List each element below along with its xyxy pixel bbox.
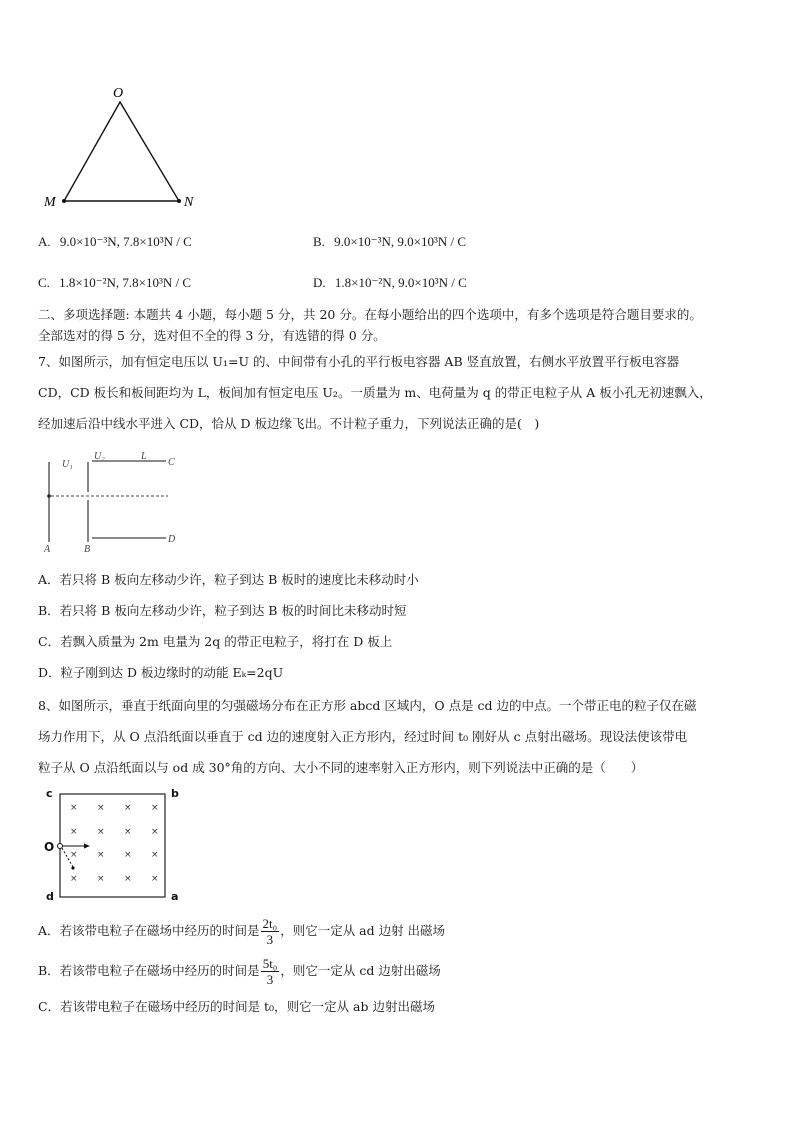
direction-tip <box>71 866 74 869</box>
field-cross: × <box>97 874 105 884</box>
capacitor-figure <box>38 448 188 556</box>
q7-line3: 经加速后沿中线水平进入 CD，恰从 D 板边缘飞出。不计粒子重力，下列说法正确的是( ) <box>38 416 540 431</box>
q7-line2: CD，CD 板长和板间距均为 L，板间加有恒定电压 U₂。一质量为 m、电荷量为 q 的带正电粒子从 A 板小孔无初速飘入， <box>38 385 712 400</box>
option-prefix: A．若该带电粒子在磁场中经历的时间是 <box>38 923 260 938</box>
label-b: b <box>171 787 179 800</box>
q7-option-d: D．粒子刚到达 D 板边缘时的动能 Eₖ=2qU <box>38 665 284 680</box>
option-suffix: ，则它一定从 ad 边射 出磁场 <box>280 923 446 938</box>
label-b: B <box>84 544 91 555</box>
label-c: C <box>168 457 175 468</box>
field-cross: × <box>97 803 105 813</box>
magnetic-field-figure <box>38 784 188 906</box>
field-cross: × <box>97 850 105 860</box>
option-suffix: ，则它一定从 cd 边射出磁场 <box>280 963 441 978</box>
field-cross: × <box>70 874 78 884</box>
q8-option-b <box>38 956 441 987</box>
label-d: d <box>46 890 54 903</box>
q8-option-a <box>38 916 445 947</box>
velocity-arrowhead <box>84 844 90 849</box>
q7-option-c: C．若飘入质量为 2m 电量为 2q 的带正电粒子，将打在 D 板上 <box>38 634 393 649</box>
fraction <box>261 956 280 987</box>
label-a: a <box>171 890 179 903</box>
point-m <box>62 199 66 203</box>
label-l: L <box>141 451 147 462</box>
option-letter: C. <box>38 275 50 290</box>
q6-option-d <box>313 274 467 292</box>
label-a: A <box>44 544 51 555</box>
point-o <box>58 844 63 849</box>
fraction-denominator: 3 <box>266 932 274 947</box>
option-text: 1.8×10⁻²N, 7.8×10³N / C <box>59 275 192 290</box>
field-cross: × <box>124 827 132 837</box>
label-o: O <box>44 840 55 854</box>
q7-option-a: A．若只将 B 板向左移动少许，粒子到达 B 板时的速度比未移动时小 <box>38 572 419 587</box>
fraction <box>261 916 280 947</box>
q8-line1: 8、如图所示，垂直于纸面向里的匀强磁场分布在正方形 abcd 区域内，O 点是 cd 边的中点。一个带正电的粒子仅在磁 <box>38 698 697 713</box>
field-cross: × <box>70 850 78 860</box>
triangle-shape <box>64 102 179 201</box>
fraction-numerator: 5t₀ <box>262 956 278 971</box>
q6-option-a <box>38 233 192 251</box>
field-cross: × <box>124 850 132 860</box>
option-text: 9.0×10⁻³N, 7.8×10³N / C <box>59 234 192 249</box>
q7-option-b: B．若只将 B 板向左移动少许，粒子到达 B 板的时间比未移动时短 <box>38 603 407 618</box>
point-n <box>177 199 181 203</box>
field-cross: × <box>124 803 132 813</box>
label-m: M <box>44 195 56 210</box>
label-n: N <box>184 195 194 210</box>
label-u2: U₂ <box>94 451 105 462</box>
fraction-numerator: 2t₀ <box>262 916 278 931</box>
fraction-denominator: 3 <box>266 972 274 987</box>
field-cross: × <box>151 850 159 860</box>
option-prefix: B．若该带电粒子在磁场中经历的时间是 <box>38 963 260 978</box>
section2-line1: 二、多项选择题: 本题共 4 小题，每小题 5 分，共 20 分。在每小题给出的四个选项中，有多个选项是符合题目要求的。 <box>38 307 702 322</box>
q7-line1: 7、如图所示，加有恒定电压以 U₁=U 的、中间带有小孔的平行板电容器 AB 竖直放置，右侧水平放置平行板电容器 <box>38 354 680 369</box>
section2-line2: 全部选对的得 5 分，选对但不全的得 3 分，有选错的得 0 分。 <box>38 328 386 343</box>
field-cross: × <box>70 803 78 813</box>
field-crosses <box>70 803 159 884</box>
option-letter: B. <box>313 234 325 249</box>
q8-option-c: C．若该带电粒子在磁场中经历的时间是 t₀，则它一定从 ab 边射出磁场 <box>38 999 435 1014</box>
q8-line2: 场力作用下，从 O 点沿纸面以垂直于 cd 边的速度射入正方形内，经过时间 t₀ 刚好从 c 点射出磁场。现设法使该带电 <box>38 729 688 744</box>
field-cross: × <box>151 827 159 837</box>
field-cross: × <box>151 803 159 813</box>
particle-dot <box>47 494 51 498</box>
q6-option-c <box>38 274 191 292</box>
triangle-figure <box>38 80 208 210</box>
field-cross: × <box>97 827 105 837</box>
option-letter: D. <box>313 275 326 290</box>
option-text: 1.8×10⁻²N, 9.0×10³N / C <box>334 275 467 290</box>
label-u1: U₁ <box>62 459 73 470</box>
field-cross: × <box>124 874 132 884</box>
q8-line3: 粒子从 O 点沿纸面以与 od 成 30°角的方向、大小不同的速率射入正方形内，则下列说法中正确的是（ ） <box>38 760 644 775</box>
label-o: O <box>113 86 124 101</box>
q6-option-b <box>313 233 466 251</box>
label-c: c <box>46 787 53 800</box>
field-cross: × <box>151 874 159 884</box>
option-text: 9.0×10⁻³N, 9.0×10³N / C <box>334 234 467 249</box>
option-letter: A. <box>38 234 51 249</box>
label-d: D <box>168 534 176 545</box>
field-cross: × <box>70 827 78 837</box>
